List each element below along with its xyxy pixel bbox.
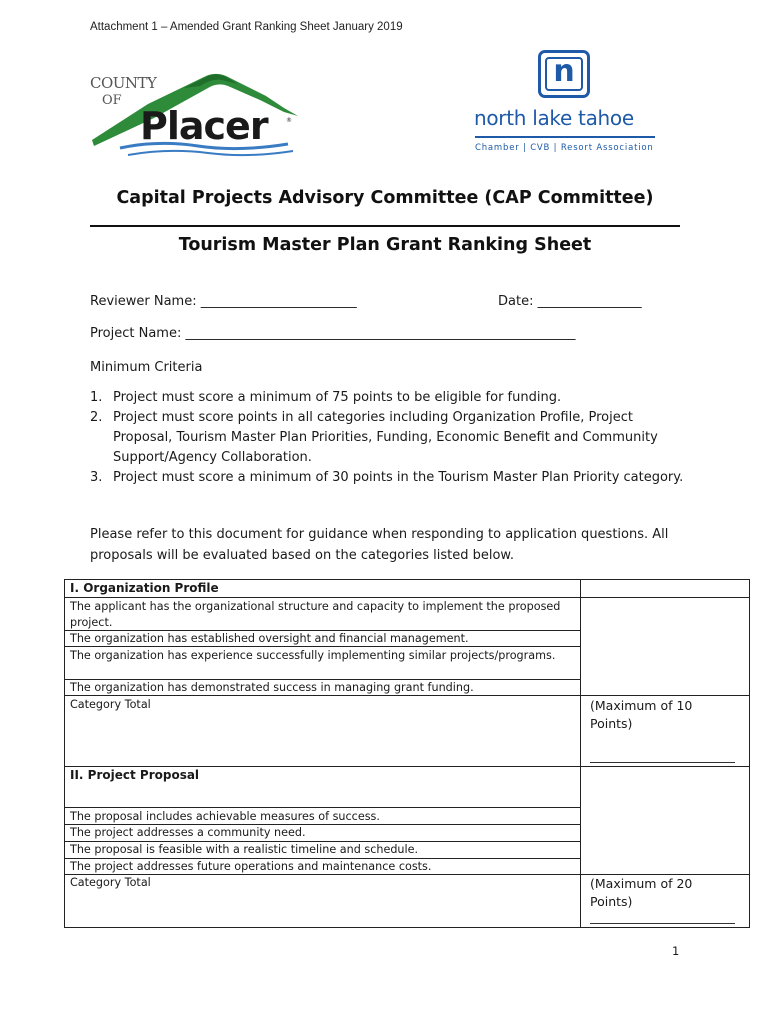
title-divider <box>90 225 680 227</box>
placer-county-text: COUNTY <box>90 74 157 92</box>
table-row: The organization has established oversight and financial management. <box>70 632 469 645</box>
table-row: The organization has demonstrated success in managing grant funding. <box>70 681 474 694</box>
north-lake-tahoe-logo <box>472 48 660 160</box>
max-points-note: (Maximum of 20 Points) <box>590 876 693 909</box>
nlt-tagline: Chamber | CVB | Resort Association <box>475 143 654 153</box>
nlt-divider <box>475 136 655 138</box>
section-title-organization-profile: I. Organization Profile <box>70 581 219 595</box>
water-wave-2 <box>128 151 293 155</box>
page-title: Capital Projects Advisory Committee (CAP Committee) <box>116 188 654 208</box>
criteria-item: 2. Project must score points in all categories including Organization Profile, Project Proposal, Tourism Master Plan Priorities, Funding, Economic Benefit and Community Support/Agency Collaboration. <box>90 410 658 465</box>
minimum-criteria-heading: Minimum Criteria <box>90 360 203 375</box>
table-row: The proposal is feasible with a realistic timeline and schedule. <box>70 843 419 856</box>
max-points-note: (Maximum of 10 Points) <box>590 698 693 731</box>
placer-of-text: OF <box>102 93 122 108</box>
criteria-item: 3. Project must score a minimum of 30 points in the Tourism Master Plan Priority category. <box>90 470 684 485</box>
section-title-project-proposal: II. Project Proposal <box>70 768 200 782</box>
svg-text:®: ® <box>286 117 292 124</box>
nlt-n-box-icon: n <box>538 50 590 98</box>
category-total-label: Category Total <box>70 698 151 711</box>
criteria-item: 1. Project must score a minimum of 75 points to be eligible for funding. <box>90 390 562 405</box>
project-name-field[interactable]: Project Name: ____________________________________________________________ <box>90 326 576 341</box>
guidance-text: Please refer to this document for guidance when responding to application questions. All proposals will be evaluated based on the categories listed below. <box>90 527 669 563</box>
ranking-table <box>64 579 750 928</box>
table-row: The organization has experience successfully implementing similar projects/programs. <box>70 649 556 662</box>
page-subtitle: Tourism Master Plan Grant Ranking Sheet <box>178 235 592 255</box>
table-row: The project addresses a community need. <box>70 826 306 839</box>
table-row: The project addresses future operations and maintenance costs. <box>70 860 432 873</box>
reviewer-name-field[interactable]: Reviewer Name: ________________________ <box>90 294 357 309</box>
criteria-list <box>90 388 690 488</box>
page-number: 1 <box>672 944 680 958</box>
table-row: The proposal includes achievable measures of success. <box>70 810 380 823</box>
score-entry-line[interactable] <box>590 762 735 763</box>
category-total-label: Category Total <box>70 876 151 889</box>
county-of-placer-logo <box>88 66 303 158</box>
date-field[interactable]: Date: ________________ <box>498 294 642 309</box>
table-row: The applicant has the organizational structure and capacity to implement the proposed project. <box>70 600 561 629</box>
placer-name-text: Placer <box>140 104 268 148</box>
score-entry-line[interactable] <box>590 923 735 924</box>
attachment-header: Attachment 1 – Amended Grant Ranking Sheet January 2019 <box>90 21 403 33</box>
nlt-name: north lake tahoe <box>474 106 634 130</box>
